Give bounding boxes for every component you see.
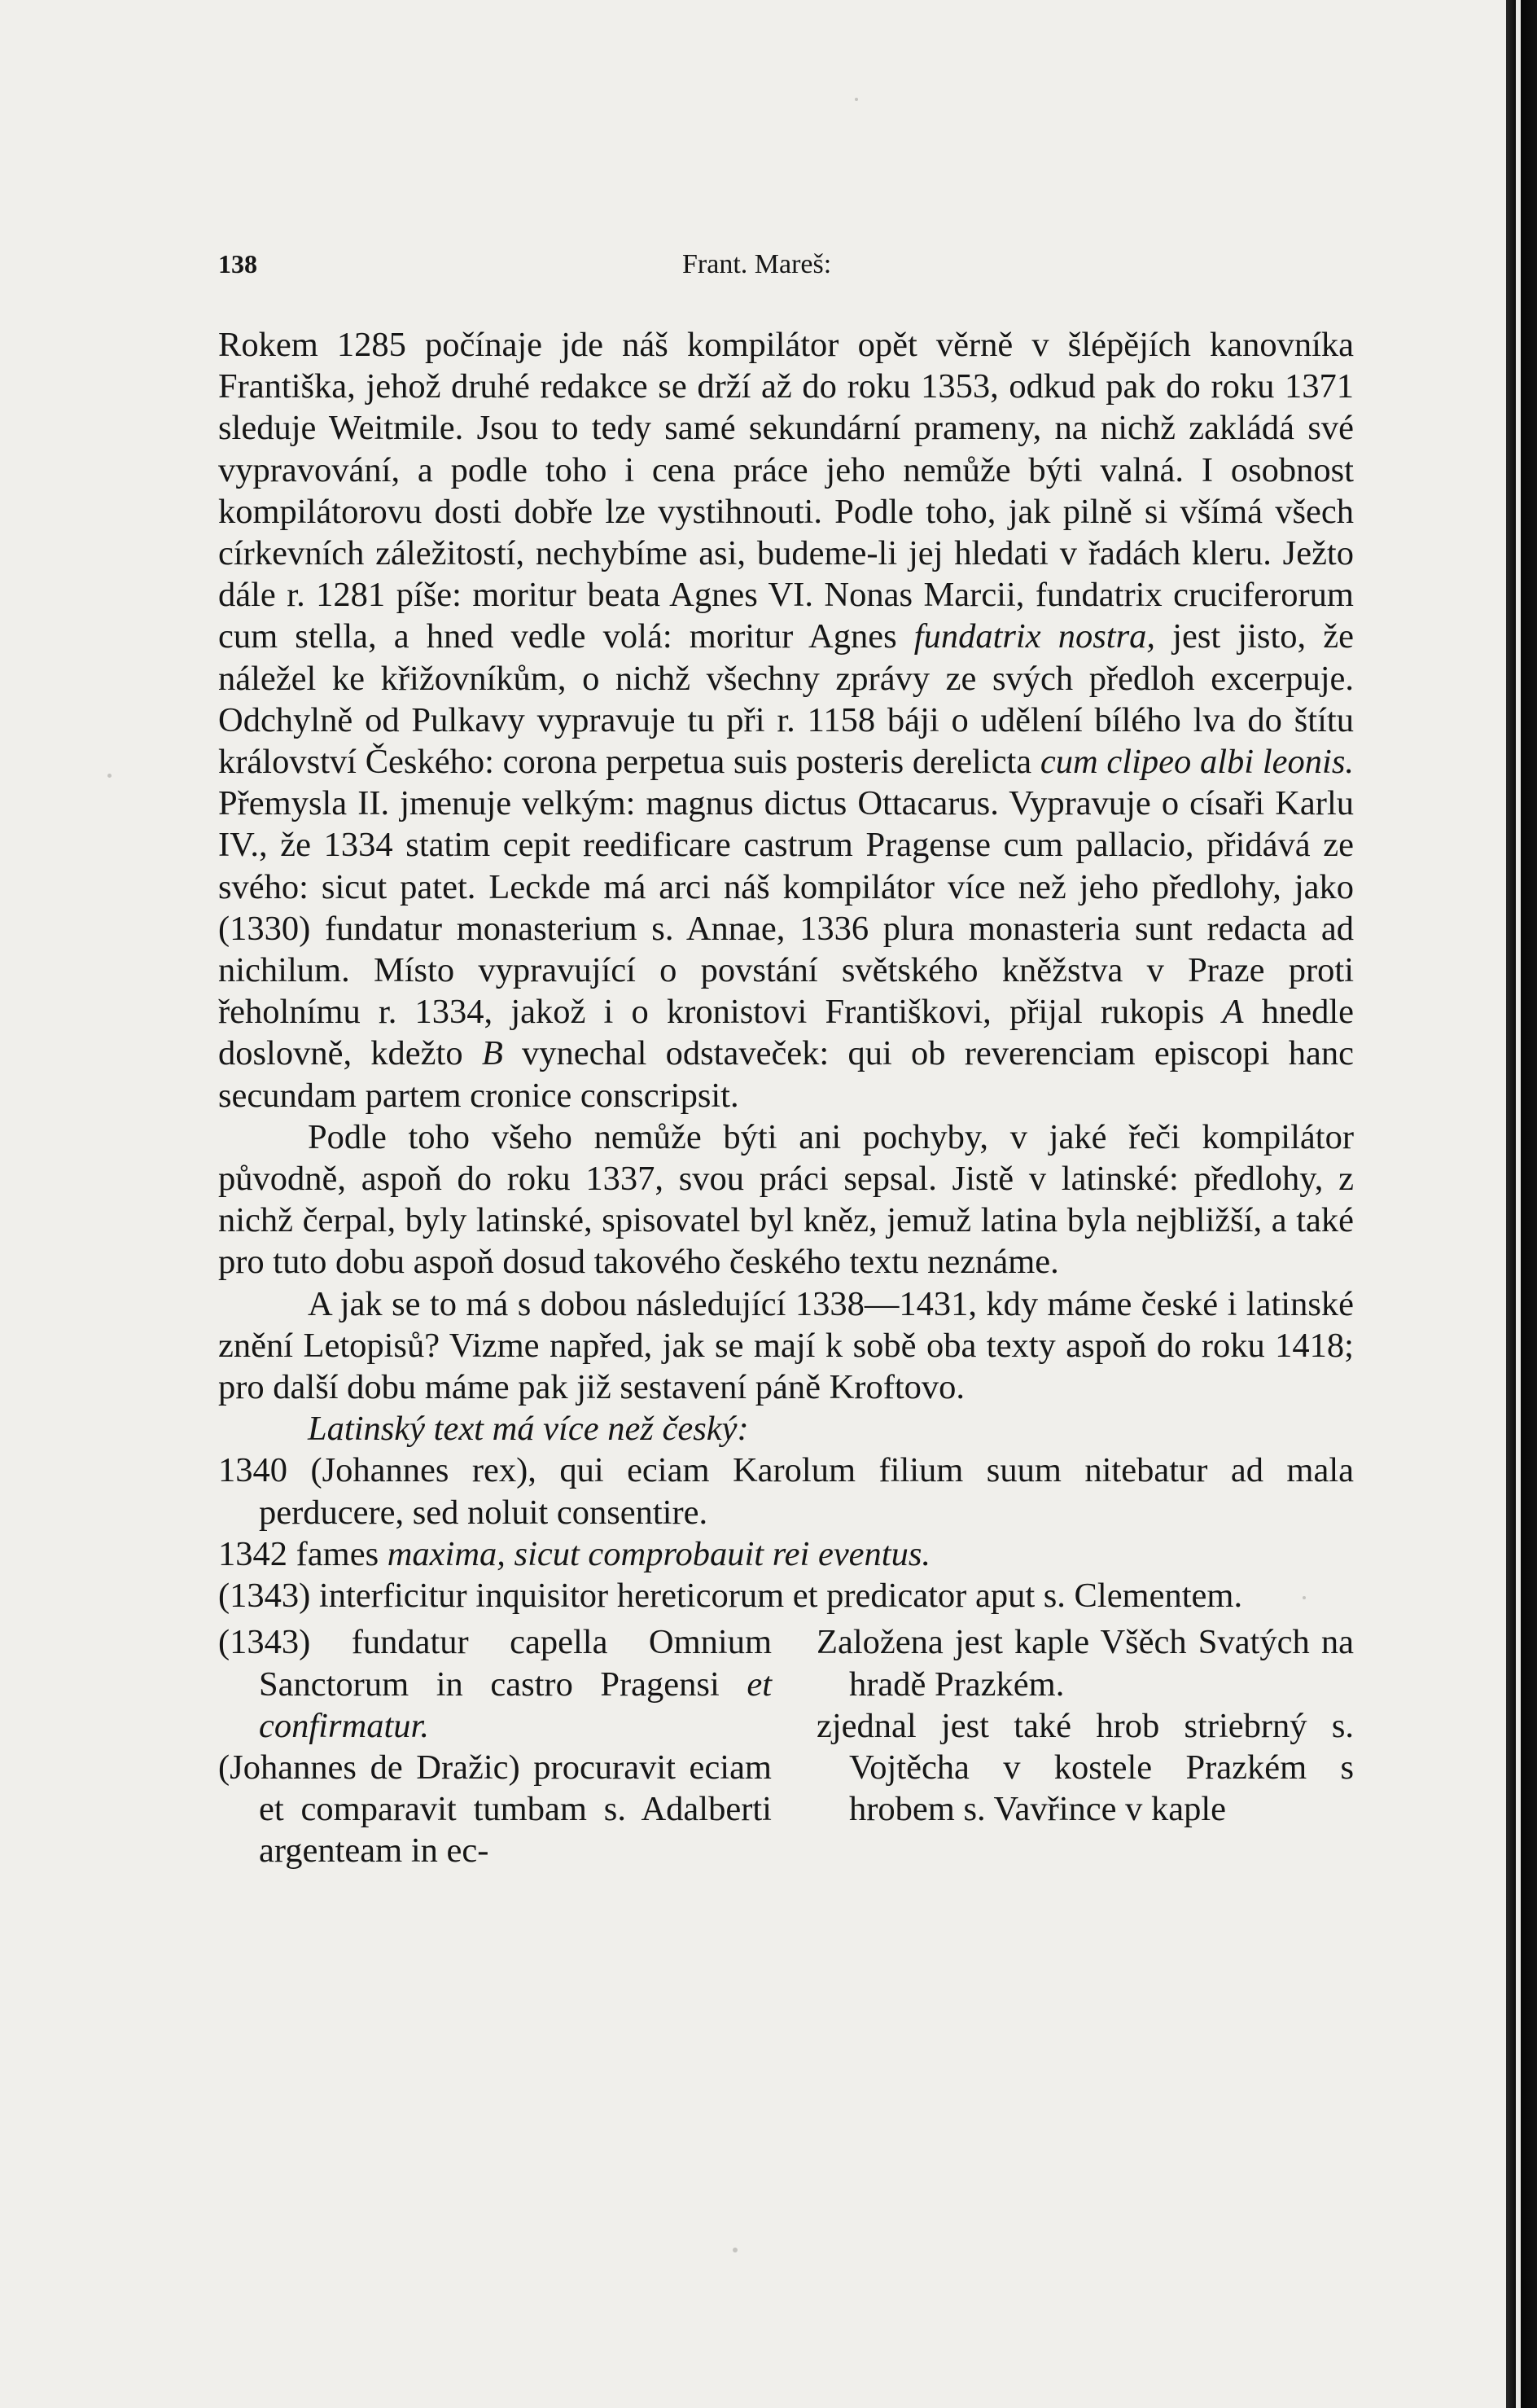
latin-entry bbox=[218, 1621, 772, 1747]
entry-1343: (1343) interficitur inquisitor hereticorum et predicator aput s. Clementem. bbox=[218, 1577, 1243, 1616]
latin-column bbox=[218, 1621, 772, 1871]
entry-1340: 1340 (Johannes rex), qui eciam Karolum filium suum nitebatur ad mala perducere, sed noluit consentire. bbox=[218, 1451, 1354, 1532]
paragraph-text: Přemysla II. jmenuje velkým: magnus dictus Ottacarus. Vypravuje o císaři Karlu IV., že 1334 statim cepit reedificare castrum Pragense cum pallacio, přidává ze svého: sicut patet. Leckde má arci náš kompilátor více než jeho předlohy, jako (1330) fundatur monasterium s. Annae, 1336 plura monasteria sunt redacta ad nichilum. Místo vypravující o povstání světského kněžstva v Praze proti řeholnímu r. 1334, jakož i o kronistovi Františkovi, přijal rukopis bbox=[218, 784, 1354, 1032]
italic-phrase: cum clipeo albi leonis. bbox=[1040, 743, 1354, 782]
scan-edge-strip bbox=[1516, 0, 1521, 2408]
paragraph-text: Rokem 1285 počínaje jde náš kompilátor opět věrně v šlépějích kanovníka Františka, jehož druhé redakce se drží až do roku 1353, odkud pak do roku 1371 sleduje Weitmile. Jsou to tedy samé sekundární prameny, na nichž zakládá své vypravování, a podle toho i cena práce jeho nemůže býti valná. I osobnost kompilátorovu dosti dobře lze vystihnouti. Podle toho, jak pilně si všímá všech církevních záležitostí, nechybíme asi, budeme-li jej hledati v řadách kleru. Ježto dále r. 1281 píše: moritur beata Agnes VI. Nonas Marcii, fundatrix cruciferorum cum stella, a hned vedle volá: moritur Agnes bbox=[218, 326, 1354, 656]
scan-edge bbox=[1506, 0, 1537, 2408]
entry-text: 1342 fames bbox=[218, 1534, 388, 1573]
section-subheading: Latinský text má více než český: bbox=[308, 1410, 749, 1449]
paragraph-1 bbox=[218, 324, 1354, 1116]
paragraph-3: A jak se to má s dobou následující 1338—1431, kdy máme české i latinské znění Letopisů? Vizme napřed, jak se mají k sobě oba texty aspoň do roku 1418; pro další dobu máme pak již sestavení páně Kroftovo. bbox=[218, 1284, 1354, 1407]
body-text bbox=[218, 324, 1354, 1872]
paragraph-text: hnedle doslovně, kdežto bbox=[218, 993, 1354, 1073]
manuscript-siglum: B bbox=[481, 1034, 503, 1073]
italic-phrase: et confirmatur. bbox=[259, 1665, 772, 1745]
czech-entry: zjednal jest také hrob striebrný s. Vojtěcha v kostele Prazkém s hrobem s. Vavřince v kaple bbox=[817, 1706, 1354, 1829]
entry-1342 bbox=[218, 1533, 1354, 1575]
scan-speck bbox=[733, 2248, 738, 2252]
italic-phrase: fundatrix nostra, bbox=[913, 617, 1156, 656]
page-header bbox=[218, 249, 1342, 290]
czech-column bbox=[817, 1621, 1354, 1871]
entry-text: (1343) fundatur capella Omnium Sanctorum in castro Pragensi bbox=[218, 1623, 772, 1704]
czech-entry: Založena jest kaple Všěch Svatých na hradě Prazkém. bbox=[817, 1623, 1354, 1704]
manuscript-siglum: A bbox=[1222, 993, 1244, 1032]
paragraph-2: Podle toho všeho nemůže býti ani pochyby, v jaké řeči kompilátor původně, aspoň do roku 1337, svou práci sepsal. Jistě v latinské: předlohy, z nichž čerpal, byly latinské, spisovatel byl kněz, jemuž latina byla nejbližší, a také pro tuto dobu aspoň dosud takového českého textu neznáme. bbox=[218, 1117, 1354, 1282]
paragraph-text: jest jisto, že náležel ke křižovníkům, o nichž všechny zprávy ze svých předloh excerpuje. Odchylně od Pulkavy vypravuje tu při r. 1158 báji o udělení bílého lva do štítu království Českého: corona perpetua suis posteris derelicta bbox=[218, 617, 1354, 782]
paragraph-text: vynechal odstaveček: qui ob reverenciam episcopi hanc secundam partem cronice conscripsit. bbox=[218, 1034, 1354, 1115]
running-title: Frant. Mareš: bbox=[682, 249, 832, 279]
scan-speck bbox=[855, 98, 858, 101]
parallel-columns bbox=[218, 1621, 1354, 1871]
scan-speck bbox=[107, 774, 112, 778]
page-number: 138 bbox=[218, 249, 257, 279]
italic-phrase: maxima, sicut comprobauit rei eventus. bbox=[387, 1534, 931, 1573]
latin-entry: (Johannes de Dražic) procuravit eciam et comparavit tumbam s. Adalberti argenteam in ec- bbox=[218, 1748, 772, 1871]
